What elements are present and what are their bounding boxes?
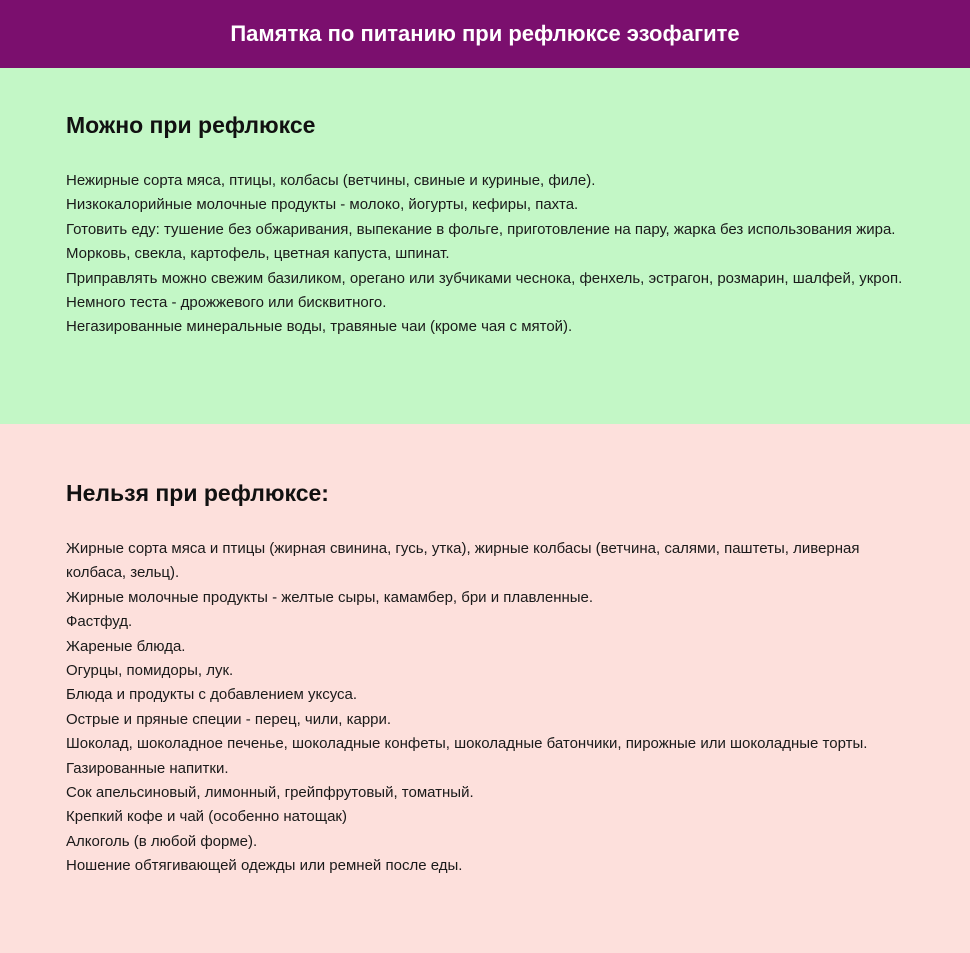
forbidden-item: Жареные блюда. [66,637,186,655]
allowed-section [0,68,970,424]
forbidden-item: Ношение обтягивающей одежды или ремней после еды. [66,857,463,875]
forbidden-item: Острые и пряные специи - перец, чили, карри. [66,710,392,728]
forbidden-item: Сок апельсиновый, лимонный, грейпфрутовый, томатный. [66,784,474,802]
allowed-item: Морковь, свекла, картофель, цветная капуста, шпинат. [66,245,450,263]
forbidden-item: Жирные сорта мяса и птицы (жирная свинина, гусь, утка), жирные колбасы (ветчина, салями, паштеты, ливерная колбаса, зельц). [66,540,860,582]
page-header [0,0,970,68]
forbidden-item: Газированные напитки. [66,759,229,777]
allowed-list [66,169,904,340]
allowed-item: Низкокалорийные молочные продукты - молоко, йогурты, кефиры, пахта. [66,196,579,214]
allowed-item: Негазированные минеральные воды, травяные чаи (кроме чая с мятой). [66,318,573,336]
forbidden-item: Алкоголь (в любой форме). [66,832,258,850]
allowed-item: Готовить еду: тушение без обжаривания, выпекание в фольге, приготовление на пару, жарка без использования жира. [66,220,896,238]
forbidden-item: Фастфуд. [66,613,133,631]
forbidden-item: Огурцы, помидоры, лук. [66,662,234,680]
forbidden-item: Жирные молочные продукты - желтые сыры, камамбер, бри и плавленные. [66,588,594,606]
page-title: Памятка по питанию при рефлюксе эзофагите [230,21,740,46]
forbidden-item: Крепкий кофе и чай (особенно натощак) [66,808,347,826]
allowed-item: Немного теста - дрожжевого или бисквитного. [66,294,387,312]
forbidden-item: Блюда и продукты с добавлением уксуса. [66,686,358,704]
forbidden-list [66,537,904,879]
forbidden-section [0,424,970,953]
allowed-item: Нежирные сорта мяса, птицы, колбасы (ветчины, свиные и куриные, филе). [66,172,596,189]
forbidden-section-title: Нельзя при рефлюксе: [66,480,329,506]
allowed-section-title: Можно при рефлюксе [66,112,316,138]
forbidden-item: Шоколад, шоколадное печенье, шоколадные конфеты, шоколадные батончики, пирожные или шоколадные торты. [66,735,868,753]
allowed-item: Приправлять можно свежим базиликом, орегано или зубчиками чеснока, фенхель, эстрагон, розмарин, шалфей, укроп. [66,269,903,287]
